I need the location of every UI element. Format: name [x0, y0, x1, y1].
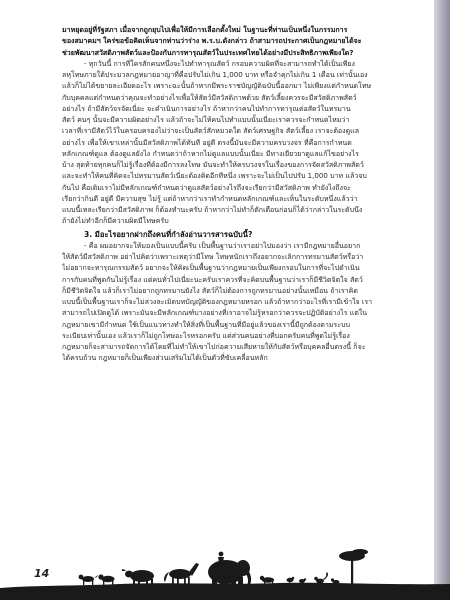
page-number: 14	[34, 567, 50, 580]
answer-line: กับบุคคลแต่กำหนดว่าคุณจะทำอย่างไรเพื่อให้สัตว์มีสวัสดิภาพด้วย สัตว์เลี้ยงควรจะมีสวัสดิภาพสัตว์	[62, 92, 357, 102]
answer-line: และจะทำให้คนที่คิดจะไปทรมานสัตว์เนี่ยะต้องคิดอีกทีหนึ่ง เพราะจะไม่เป็นไปปรับ 1,000 บาท แล้วจบ	[62, 171, 367, 181]
animal-silhouette-footer	[0, 530, 450, 600]
answer-line: - ทุกวันนี้ การที่ใครสักคนหนึ่งจะไปทำทารุณสัตว์ กรอบความผิดที่จะสามารถทำได้เป็นเพียง	[84, 58, 355, 68]
dog-silhouette-icon	[98, 574, 114, 585]
answer-line: สามารถไปเปิดดูได้ เพราะมันจะมีหลักเกณฑ์บางอย่างที่เราอาจไม่รู้หรอกว่าควรจะปฏิบัติอย่างไร แต่ใน	[62, 308, 368, 318]
answer-line: ได้ครบถ้วน กฎหมายก็เป็นเพียงส่วนเสริมไม่ได้เป็นตัวที่ขับเคลื่อนหลัก	[62, 353, 268, 363]
dog-silhouette-icon	[79, 575, 98, 585]
answer-line: ระเบียบเท่านั้นเอง แล้วเราก็ไม่ถูกโทษอะไรหรอกครับ แต่ส่วนคนอย่างที่บอกครับคนที่พูดไม่รู้เรื่อง	[62, 330, 350, 340]
question-line: มาหยุดอยู่ที่รัฐสภา เมื่อจากถูกยุบไปเพื่อให้มีการเลือกตั้งใหม่ ในฐานะที่ท่านเป็นหนึ่งในกรรมการ	[62, 25, 348, 34]
horse-silhouette-icon	[164, 563, 199, 586]
answer-line: บ้าง สุดท้ายทุกคนก็ไม่รู้เรื่องที่ต้องมีการลงโทษ มันจะทำให้ครบวงจรในเรื่องของการจัดสวัสดิภาพสัตว์	[62, 160, 364, 169]
answer-line: กฎหมายเขามีกำหนด ใช้เป็นแนวทางทำให้สิ่งที่เป็นพื้นฐานที่มีอยู่แล้วของเรานี้มีถูกต้องตามระบบ	[62, 319, 350, 329]
answer-line: - คือ ผมอยากจะให้มองเป็นแบบนี้ครับ เป็นพื้นฐานว่าเราอย่าไปมองว่า เรามีกฎหมายอื่นอยาก	[84, 240, 361, 250]
answer-line: ก็มีชีวิตจิตใจ แล้วก็เราไม่อยากถูกทรมานยังไง สัตว์ก็ไม่ต้องการถูกทรมานอย่างนั้นเหมือน ถ้าเราคิด	[62, 285, 358, 295]
elephant-silhouette-icon	[208, 552, 251, 587]
answer-line: ถ้ายังไม่ทำอีกก็มีความผิดมีโทษครับ	[62, 216, 169, 226]
answer-line: เวลาที่เรามีสัตว์ไว้ในครอบครองไม่ว่าจะเป็นสัตว์สักหมวดใด สัตว์เศรษฐกิจ สัตว์เลี้ยง เราจะต้องดูแล	[62, 126, 360, 136]
answer-line: ลหุโทษภายใต้ประมวลกฎหมายอาญาที่คือปรับไม่เกิน 1,000 บาท หรือจำคุกไม่เกิน 1 เดือน เท่านั้นเอง	[62, 70, 368, 79]
cat-silhouette-icon	[314, 572, 328, 583]
answer-line: เรียกว่ากินดี อยู่ดี มีความสุข ไม่รู้ แต่ถ้าหากว่าเราทำกำหนดหลักเกณฑ์และเห็นในระดับหนึ่งแล้วว่า	[62, 193, 358, 203]
answer-line: ให้สัตว์มีสวัสดิภาพ อย่าไปคิดว่าเพราะเหตุว่ามีโทษ โทษหนักเราถึงอยากจะเลิกการทรมานสัตว์หรือว่า	[62, 252, 364, 261]
answer-line: แล้วก็ไม่ได้ขยายละเอียดอะไร เพราะฉะนั้นถ้าหากมีพระราชบัญญัติฉบับนี้ออกมา ไม่เพียงแต่กำหนดโทษ	[62, 81, 372, 91]
answer-line: การกับคนที่พูดกันไม่รู้เรื่อง แต่คนทั่วไปเนี่ยะนะครับเราควรที่จะคิดบนพื้นฐานว่าเราก็มีชีวิตจิตใจ สัตว์	[62, 274, 363, 284]
answer-line: กันไป คือเดิมเราไม่มีหลักเกณฑ์กำหนดว่าดูแลสัตว์อย่างไรถึงจะเรียกว่ามีสวัสดิภาพ ทำยังไงถึงจะ	[62, 182, 351, 192]
answer-line: ไม่อยากจะทารุณกรรมสัตว์ อยากจะให้คิดเป็นพื้นฐานว่ากฎหมายเป็นเพียงกรอบในการที่จะไปดำเนิน	[62, 263, 360, 273]
answer-line: กฎหมายก็จะสามารถจัดการได้โดยที่ไม่ทำให้เขาไปก่อความเสียหายให้กับสัตว์หรือบุคคลอื่นตรงนี้ ก็จะ	[62, 342, 366, 351]
answer-line: สัตว์ คนๆ นั้นจะมีความผิดอย่างไร แล้วถ้าจะไม่ให้คนไปทำแบบนั้นเนี่ยะเราควรจะกำหนดไหมว่า	[62, 115, 350, 124]
page-edge-band	[434, 0, 450, 600]
article-body	[62, 24, 408, 364]
question-line: ของสมาคมฯ ใคร่ขอข้อคิดเห็นจากท่านว่าร่าง พ.ร.บ.ดังกล่าว ถ้าสามารถประกาศเป็นกฎหมายได้จะ	[62, 36, 362, 46]
answer-line: หลักเกณฑ์ดูแล ต้องดูแลยังไง กำหนดว่าถ้าหากไม่ดูแลแบบนั้นเนี่ยะ มีทางเยียวยาดูแลแก้ไขอย่างไร	[62, 148, 359, 158]
answer-line: อย่างไร เพื่อให้เขาเหล่านั้นมีสวัสดิภาพได้ทันที อยู่ดี ตรงนี้มันจะมีความครบวงจร ที่คือการกำหนด	[62, 137, 352, 147]
answer-line: แบบนี้เป็นพื้นฐานเราก็จะไม่ล่วงละเมิดบทบัญญัติของกฎหมายหรอก แล้วถ้าหากว่าอะไรที่เรามีเข้าใจ เรา	[62, 297, 373, 306]
answer-line: อย่างไร ถ้ามีสัตว์จรจัดเนี่ยะ จะดำเนินการอย่างไร ถ้าหากว่าคนไปทำการทารุณต่อสัตว์ในทรมาน	[62, 103, 351, 113]
answer-line: แบบนี้เหละเรียกว่ามีสวัสดิภาพ ก็ต้องทำนะครับ ถ้าหากว่าไม่ทำก็ตักเตือนก่อนก็ได้ว่ากล่าวในระดับนึง	[62, 205, 363, 214]
question-line: ช่วยพัฒนาสวัสดิภาพสัตว์และป้องกันการทารุณสัตว์ในประเทศไทยได้อย่างมีประสิทธิภาพเพียงใด?	[62, 47, 354, 57]
question-heading: 3. มีอะไรอยากฝากถึงคนที่กำลังอ่านวารสารฉบับนี้?	[84, 229, 253, 239]
tree-silhouette-icon	[339, 549, 368, 585]
